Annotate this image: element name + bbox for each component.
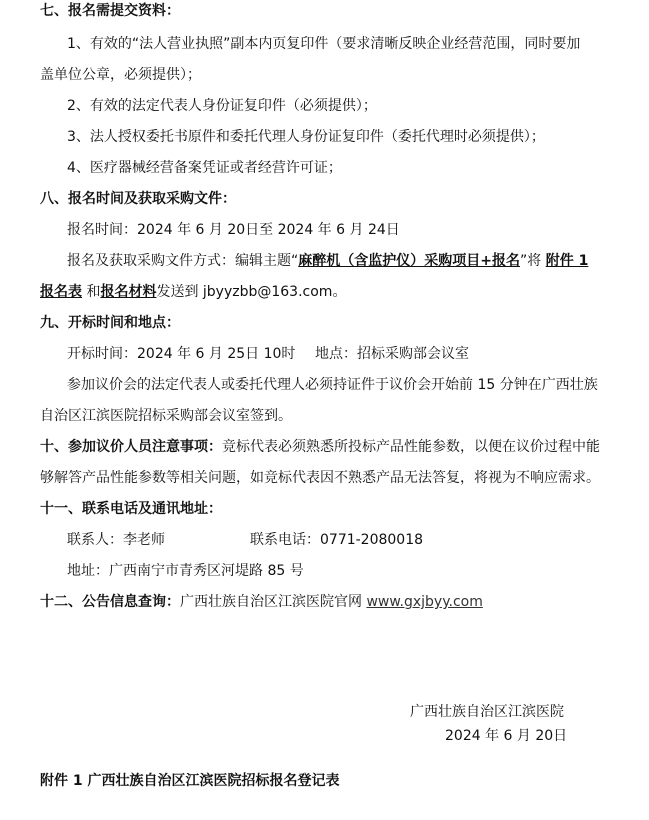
- section-7-item-2: 2、有效的法定代表人身份证复印件（必须提供）；: [67, 98, 377, 114]
- section-9-title: 九、开标时间和地点：: [40, 315, 180, 331]
- signature-organization: 广西壮族自治区江滨医院: [410, 704, 564, 720]
- section-10-line-1: [40, 438, 600, 456]
- section-7-item-3: 3、法人授权委托书原件和委托代理人身份证复印件（委托代理时必须提供）；: [67, 129, 545, 145]
- method-mid: ”将: [520, 253, 546, 269]
- email-subject: 麻醉机（含监护仪）采购项目+报名: [298, 253, 520, 269]
- signature-date: 2024 年 6 月 20日: [445, 728, 568, 744]
- section-10-title: 十、参加议价人员注意事项：: [40, 439, 222, 455]
- contact-address: 地址：广西南宁市青秀区河堤路 85 号: [67, 563, 304, 579]
- section-7-item-1-line-2: 盖单位公章，必须提供）；: [40, 67, 201, 83]
- section-7-title: 七、报名需提交资料：: [40, 3, 180, 19]
- attachment-ref: 附件 1: [545, 253, 589, 269]
- contact-phone: 联系电话：0771-2080018: [250, 532, 424, 548]
- section-7-item-1-line-1: 1、有效的“法人营业执照”副本内页复印件（要求清晰反映企业经营范围，同时要加: [67, 36, 581, 52]
- section-7-item-4: 4、医疗器械经营备案凭证或者经营许可证；: [67, 160, 342, 176]
- section-10-line-2: 够解答产品性能参数等相关问题，如竞标代表因不熟悉产品无法答复，将视为不响应需求。: [40, 470, 600, 486]
- section-8-title: 八、报名时间及获取采购文件：: [40, 191, 236, 207]
- section-10-text: 竞标代表必须熟悉所投标产品性能参数，以便在议价过程中能: [222, 439, 600, 455]
- attachment-title: 附件 1 广西壮族自治区江滨医院招标报名登记表: [40, 773, 340, 789]
- opening-place: 地点：招标采购部会议室: [315, 346, 469, 362]
- section-12-title: 十二、公告信息查询：: [40, 594, 180, 610]
- method-email: 发送到 jbyyzbb@163.com。: [156, 284, 347, 300]
- section-9-note-line-1: 参加议价会的法定代表人或委托代理人必须持证件于议价会开始前 15 分钟在广西壮族: [67, 377, 598, 393]
- registration-time: 报名时间：2024 年 6 月 20日至 2024 年 6 月 24日: [67, 222, 400, 238]
- website-link[interactable]: www.gxjbyy.com: [366, 594, 483, 610]
- contact-person: 联系人：李老师: [67, 532, 165, 548]
- registration-material-ref: 报名材料: [100, 284, 157, 300]
- registration-form-ref: 报名表: [40, 284, 82, 300]
- section-11-title: 十一、联系电话及通讯地址：: [40, 501, 222, 517]
- section-12-line: [40, 593, 483, 611]
- method-prefix: 报名及获取采购文件方式：编辑主题“: [67, 253, 299, 269]
- registration-method-line-1: [67, 252, 588, 270]
- section-9-note-line-2: 自治区江滨医院招标采购部会议室签到。: [40, 408, 292, 424]
- method-and: 和: [82, 284, 101, 300]
- registration-method-line-2: [40, 283, 346, 301]
- opening-time: 开标时间：2024 年 6 月 25日 10时: [67, 346, 296, 362]
- section-12-text: 广西壮族自治区江滨医院官网: [180, 594, 367, 610]
